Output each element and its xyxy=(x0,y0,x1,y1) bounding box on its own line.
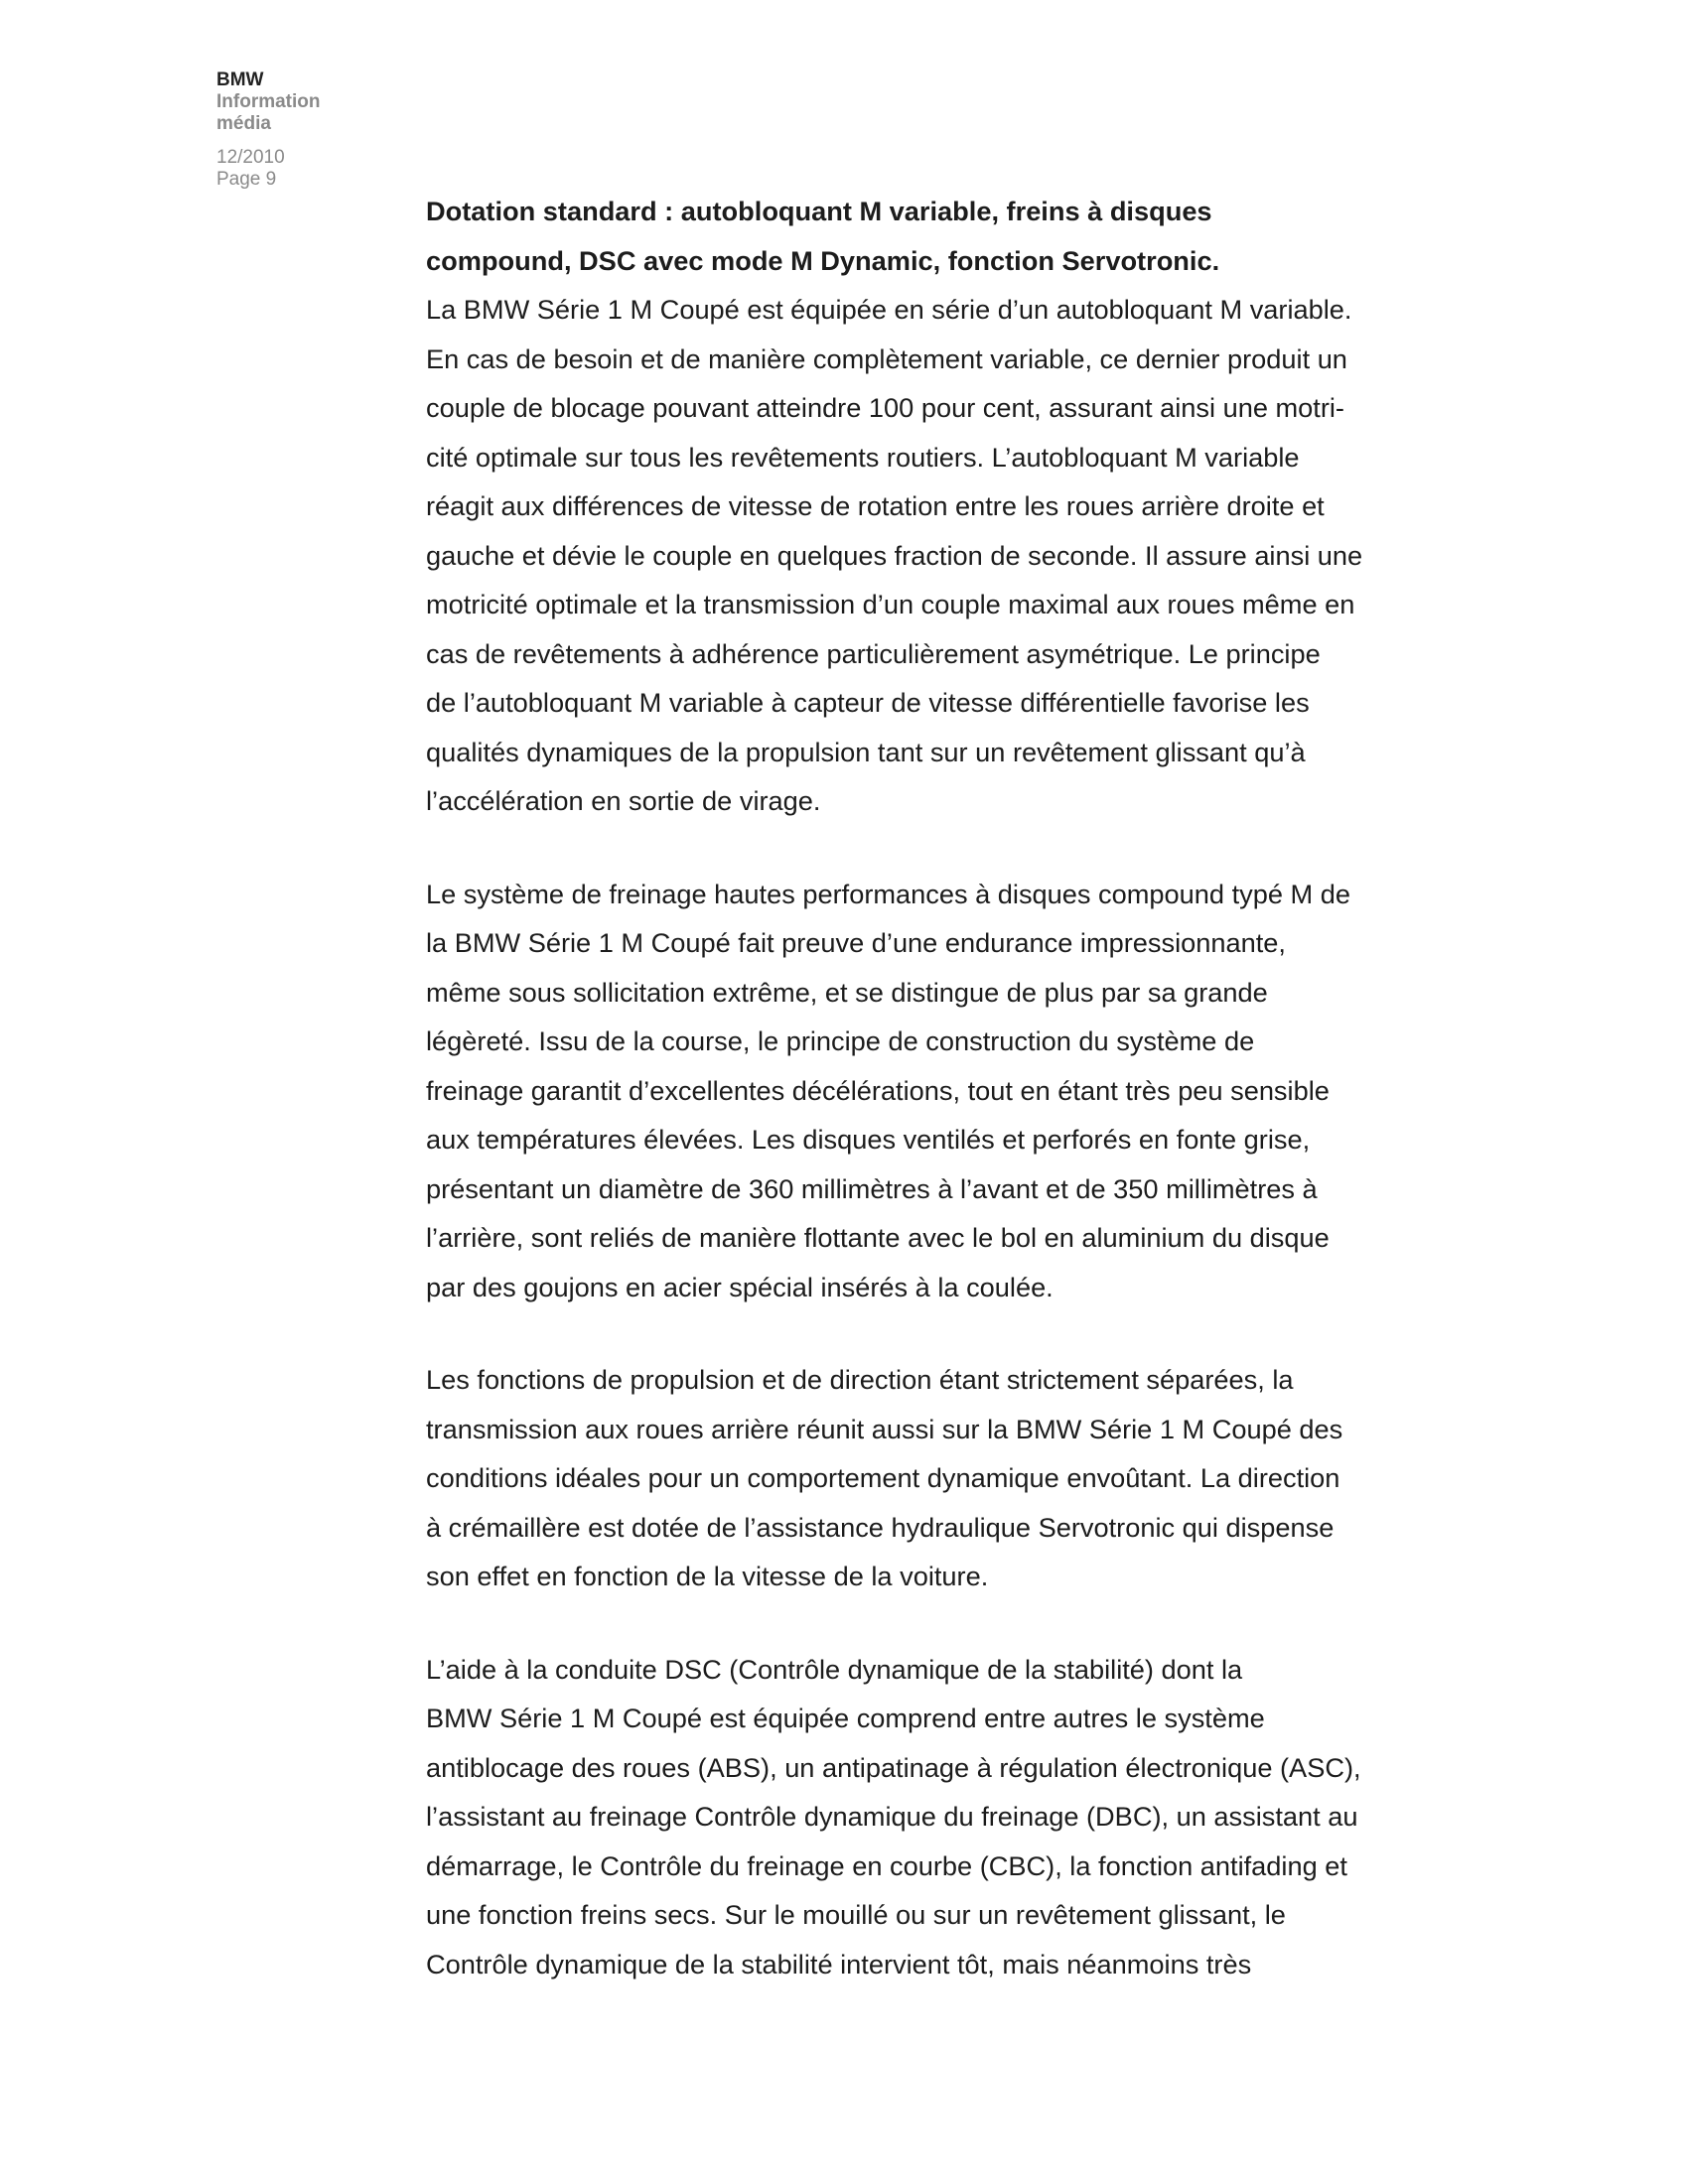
text-line: même sous sollicitation extrême, et se distingue de plus par sa grande xyxy=(426,976,1268,1008)
text-line: BMW Série 1 M Coupé est équipée comprend entre autres le système xyxy=(426,1703,1265,1733)
text-line: transmission aux roues arrière réunit aussi sur la BMW Série 1 M Coupé des xyxy=(426,1413,1343,1444)
text-line: une fonction freins secs. Sur le mouillé ou sur un revêtement glissant, le xyxy=(426,1899,1286,1930)
text-line: antiblocage des roues (ABS), un antipatinage à régulation électronique (ASC), xyxy=(426,1751,1361,1783)
text-line: motricité optimale et la transmission d’un couple maximal aux roues même en xyxy=(426,589,1355,619)
text-line: par des goujons en acier spécial insérés à la coulée. xyxy=(426,1271,1054,1302)
page-header-sidebar xyxy=(216,69,415,191)
page-number: Page 9 xyxy=(216,169,277,190)
text-line: aux températures élevées. Les disques ventilés et perforés en fonte grise, xyxy=(426,1124,1311,1155)
text-line: qualités dynamiques de la propulsion tant sur un revêtement glissant qu’à xyxy=(426,736,1306,767)
text-line: de l’autobloquant M variable à capteur de vitesse différentielle favorise les xyxy=(426,687,1310,718)
text-line: la BMW Série 1 M Coupé fait preuve d’une endurance impressionnante, xyxy=(426,927,1286,958)
document-date: 12/2010 xyxy=(216,147,285,168)
text-line: couple de blocage pouvant atteindre 100 pour cent, assurant ainsi une motri- xyxy=(426,392,1344,423)
brand-subtitle-line2: média xyxy=(216,113,271,134)
text-line: cité optimale sur tous les revêtements routiers. L’autobloquant M variable xyxy=(426,441,1300,473)
text-line: présentant un diamètre de 360 millimètres à l’avant et de 350 millimètres à xyxy=(426,1172,1318,1204)
brand-name: BMW xyxy=(216,69,264,90)
text-line: freinage garantit d’excellentes décélérations, tout en étant très peu sensible xyxy=(426,1074,1330,1106)
text-line: démarrage, le Contrôle du freinage en courbe (CBC), la fonction antifading et xyxy=(426,1849,1347,1881)
heading-line: Dotation standard : autobloquant M variable, freins à disques xyxy=(426,196,1212,226)
paragraph-spacer xyxy=(426,1601,1404,1645)
paragraph-brakes xyxy=(426,870,1404,1312)
text-line: La BMW Série 1 M Coupé est équipée en série d’un autobloquant M variable. xyxy=(426,294,1352,325)
paragraph-dsc xyxy=(426,1645,1404,1989)
text-line: Les fonctions de propulsion et de direction étant strictement séparées, la xyxy=(426,1364,1294,1395)
text-line: réagit aux différences de vitesse de rotation entre les roues arrière droite et xyxy=(426,490,1325,521)
text-line: gauche et dévie le couple en quelques fraction de seconde. Il assure ainsi une xyxy=(426,539,1363,571)
section-heading xyxy=(426,187,1404,285)
paragraph-steering xyxy=(426,1355,1404,1601)
brand-subtitle-line1: Information xyxy=(216,91,321,112)
text-line: légèreté. Issu de la course, le principe de construction du système de xyxy=(426,1025,1255,1056)
text-line: son effet en fonction de la vitesse de la voiture. xyxy=(426,1561,989,1591)
paragraph-spacer xyxy=(426,1311,1404,1355)
text-line: à crémaillère est dotée de l’assistance hydraulique Servotronic qui dispense xyxy=(426,1511,1335,1543)
paragraph-limited-slip xyxy=(426,285,1404,826)
text-line: En cas de besoin et de manière complètement variable, ce dernier produit un xyxy=(426,342,1347,374)
text-line: l’assistant au freinage Contrôle dynamique du freinage (DBC), un assistant au xyxy=(426,1801,1358,1832)
document-body xyxy=(426,187,1404,1988)
text-line: conditions idéales pour un comportement dynamique envoûtant. La direction xyxy=(426,1462,1340,1493)
text-line: cas de revêtements à adhérence particulièrement asymétrique. Le principe xyxy=(426,637,1321,669)
heading-line: compound, DSC avec mode M Dynamic, fonction Servotronic. xyxy=(426,244,1220,276)
text-line: L’aide à la conduite DSC (Contrôle dynamique de la stabilité) dont la xyxy=(426,1653,1243,1685)
text-line: Contrôle dynamique de la stabilité intervient tôt, mais néanmoins très xyxy=(426,1948,1252,1979)
text-line: l’accélération en sortie de virage. xyxy=(426,785,821,816)
text-line: Le système de freinage hautes performances à disques compound typé M de xyxy=(426,878,1350,909)
paragraph-spacer xyxy=(426,826,1404,870)
text-line: l’arrière, sont reliés de manière flottante avec le bol en aluminium du disque xyxy=(426,1222,1330,1253)
